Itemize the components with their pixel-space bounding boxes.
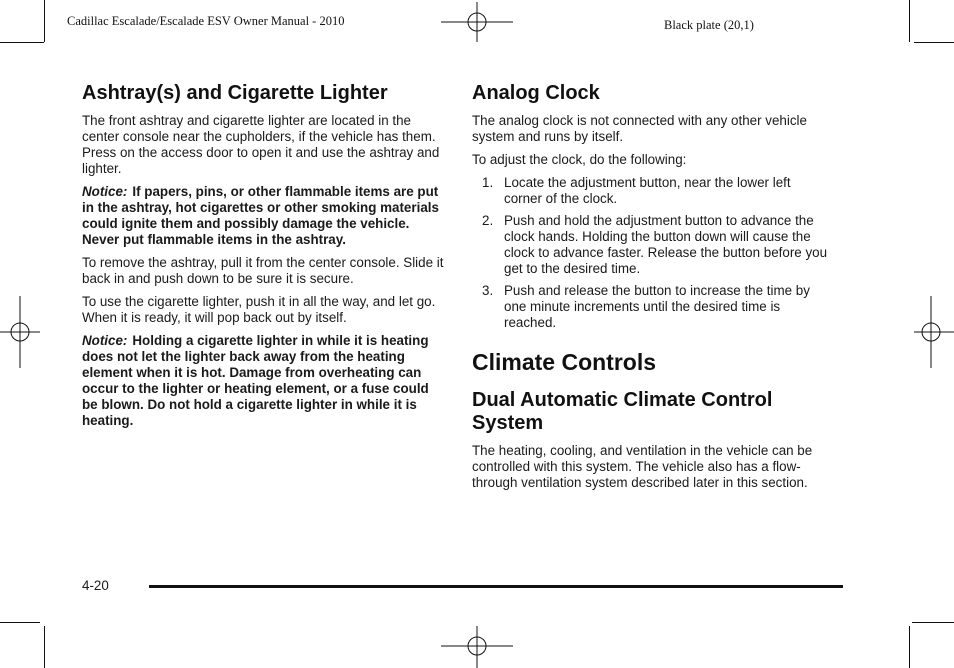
step-number: 2. bbox=[482, 213, 494, 228]
notice-text: If papers, pins, or other flammable items are put in the ashtray, hot cigarettes or other smoking materials could ignite them and possibly damage the vehicle. Never put flammable items in the ashtray. bbox=[82, 184, 439, 247]
ashtray-intro: The front ashtray and cigarette lighter are located in the center console near the cupholders, if the vehicle has them. Press on the access door to open it and use the ashtray and lighter. bbox=[82, 113, 440, 176]
notice-lighter bbox=[82, 333, 448, 429]
plate-label: Black plate (20,1) bbox=[664, 18, 754, 32]
clock-intro: The analog clock is not connected with any other vehicle system and runs by itself. bbox=[472, 113, 807, 144]
registration-mark-right bbox=[910, 296, 954, 368]
ashtray-remove: To remove the ashtray, pull it from the center console. Slide it back in and push down to be sure it is secure. bbox=[82, 255, 444, 286]
step-text: Push and hold the adjustment button to advance the clock hands. Holding the button down will cause the clock to advance faster. Release the button before you get to the desired time. bbox=[504, 213, 828, 276]
clock-adjust-lead: To adjust the clock, do the following: bbox=[472, 152, 687, 167]
step-text: Locate the adjustment button, near the lower left corner of the clock. bbox=[504, 175, 791, 206]
list-item bbox=[472, 175, 832, 207]
list-item bbox=[472, 213, 832, 277]
ashtray-heading: Ashtray(s) and Cigarette Lighter bbox=[82, 82, 388, 104]
clock-steps bbox=[472, 175, 832, 331]
lighter-use: To use the cigarette lighter, push it in all the way, and let go. When it is ready, it will pop back out by itself. bbox=[82, 294, 436, 325]
notice-label: Notice: bbox=[82, 333, 128, 348]
right-column bbox=[472, 82, 832, 498]
left-column bbox=[82, 82, 448, 436]
step-number: 3. bbox=[482, 283, 494, 298]
clock-heading: Analog Clock bbox=[472, 82, 600, 104]
notice-label: Notice: bbox=[82, 184, 128, 199]
notice-flammable bbox=[82, 184, 448, 248]
climate-heading: Climate Controls bbox=[472, 349, 657, 375]
list-item bbox=[472, 283, 832, 331]
manual-title: Cadillac Escalade/Escalade ESV Owner Manual - 2010 bbox=[67, 14, 345, 28]
registration-mark-bottom bbox=[441, 626, 513, 668]
dual-climate-intro: The heating, cooling, and ventilation in the vehicle can be controlled with this system. The vehicle also has a flow-through ventilation system described later in this section. bbox=[472, 443, 813, 490]
page-number: 4-20 bbox=[82, 578, 109, 593]
step-number: 1. bbox=[482, 175, 494, 190]
step-text: Push and release the button to increase the time by one minute increments until the desired time is reached. bbox=[504, 283, 810, 330]
dual-climate-heading: Dual Automatic Climate Control System bbox=[472, 389, 773, 434]
notice-text: Holding a cigarette lighter in while it is heating does not let the lighter back away from the heating element when it is hot. Damage from overheating can occur to the lighter or heating element, or a fuse could be blown. Do not hold a cigarette lighter in while it is heating. bbox=[82, 333, 429, 428]
footer-rule bbox=[149, 585, 843, 588]
registration-mark-top bbox=[441, 2, 513, 44]
registration-mark-left bbox=[0, 296, 44, 368]
